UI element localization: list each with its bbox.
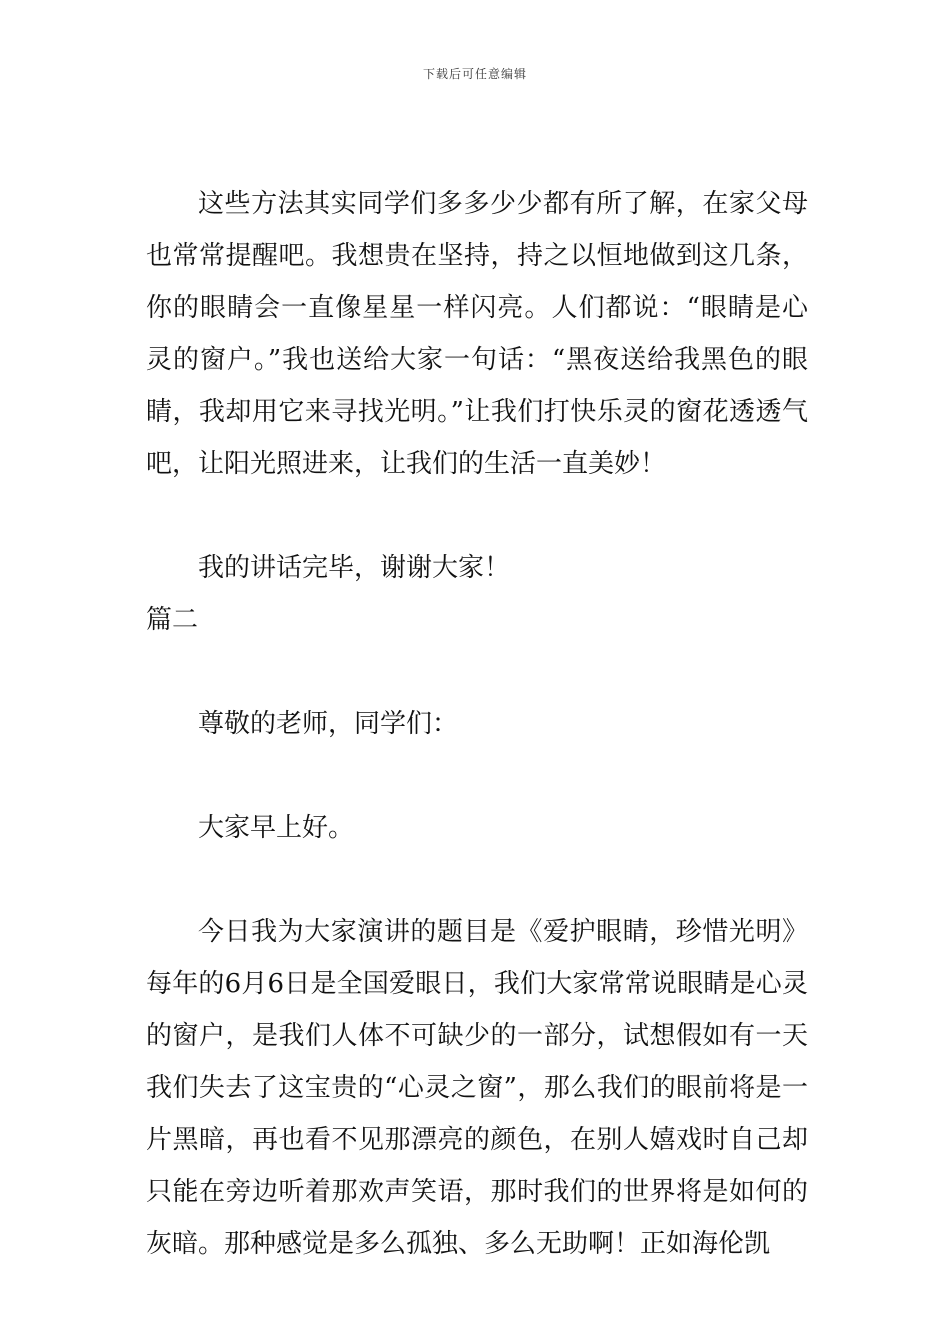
paragraph-spacer	[146, 854, 808, 906]
paragraph-spacer	[146, 646, 808, 698]
paragraph-closing: 我的讲话完毕，谢谢大家！	[198, 553, 511, 583]
page-header: 下载后可任意编辑	[422, 67, 527, 81]
paragraph-eye-care-conclusion: 这些方法其实同学们多多少少都有所了解，在家父母也常常提醒吧。我想贵在坚持，持之以恒地做到这几条，你的眼睛会一直像星星一样闪亮。人们都说：“眼睛是心灵的窗户。”我也送给大家一句话：“黑夜送给我黑色的眼睛，我却用它来寻找光明。”让我们打快乐灵的窗花透透气吧，让阳光照进来，让我们的生活一直美妙！	[146, 189, 808, 479]
section-title: 篇二	[146, 605, 199, 635]
paragraph-salutation: 尊敬的老师，同学们：	[198, 709, 459, 739]
document-body	[146, 178, 808, 1270]
paragraph-spacer	[146, 750, 808, 802]
paragraph-speech-body: 今日我为大家演讲的题目是《爱护眼睛，珍惜光明》每年的6月6日是全国爱眼日，我们大家常常说眼睛是心灵的窗户，是我们人体不可缺少的一部分，试想假如有一天我们失去了这宝贵的“心灵之窗”，那么我们的眼前将是一片黑暗，再也看不见那漂亮的颜色，在别人嬉戏时自己却只能在旁边听着那欢声笑语，那时我们的世界将是如何的灰暗。那种感觉是多么孤独、多么无助啊！正如海伦凯	[146, 917, 808, 1259]
paragraph-greeting: 大家早上好。	[198, 813, 355, 843]
paragraph-spacer	[146, 490, 808, 542]
